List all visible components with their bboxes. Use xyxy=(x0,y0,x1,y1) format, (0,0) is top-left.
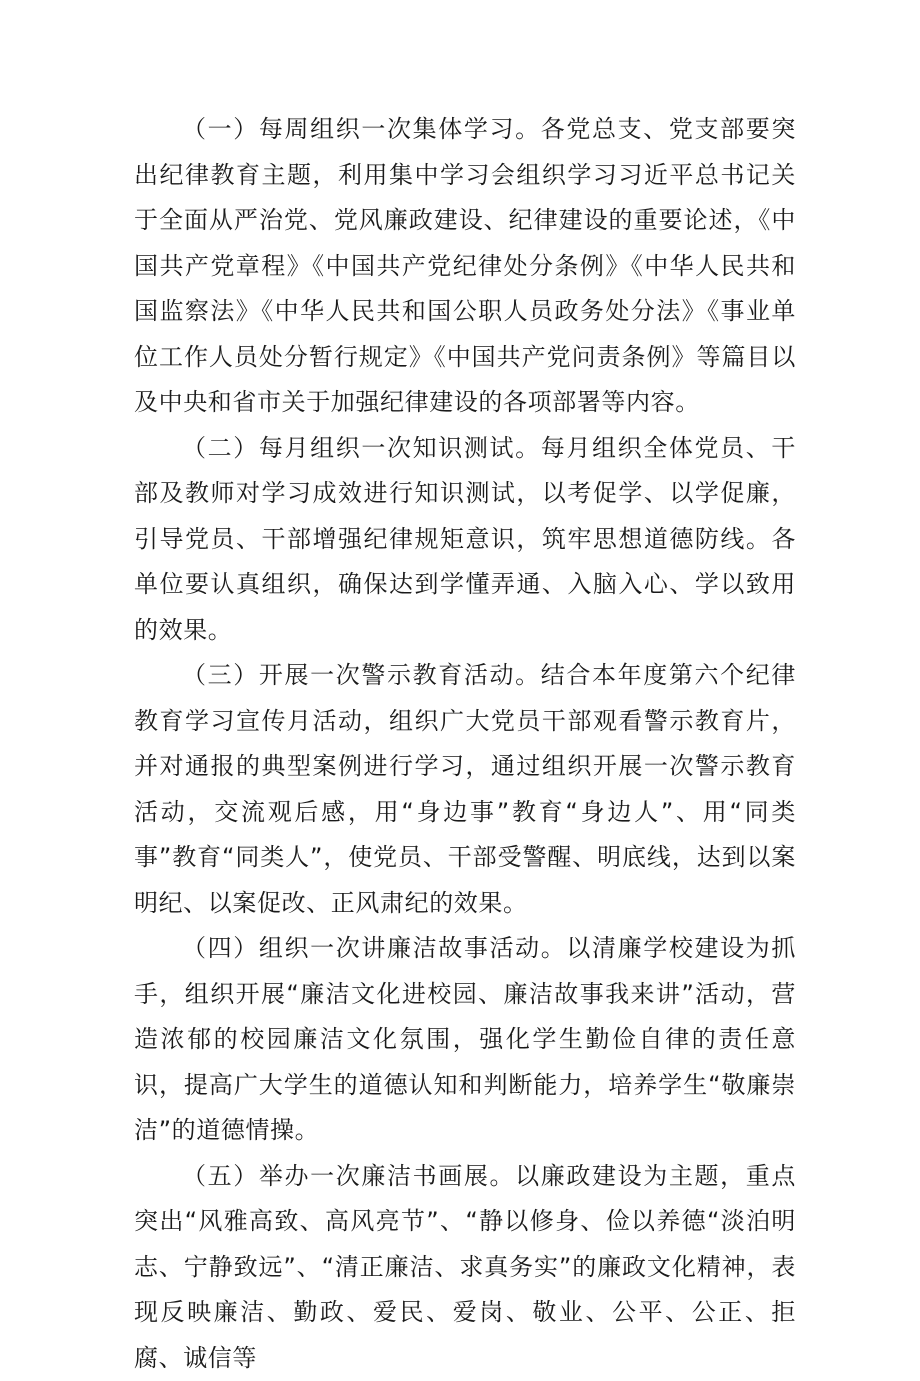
paragraph-weekly-study: （一）每周组织一次集体学习。各党总支、党支部要突出纪律教育主题，利用集中学习会组织学习习近平总书记关于全面从严治党、党风廉政建设、纪律建设的重要论述，《中国共产党章程》《中国共产党纪律处分条例》《中华人民共和国监察法》《中华人民共和国公职人员政务处分法》《事业单位工作人员处分暂行规定》《中国共产党问责条例》等篇目以及中央和省市关于加强纪律建设的各项部署等内容。 xyxy=(134,107,796,426)
paragraph-calligraphy-exhibition: （五）举办一次廉洁书画展。以廉政建设为主题，重点突出“风雅高致、高风亮节”、“静以修身、俭以养德“淡泊明志、宁静致远”、“清正廉洁、求真务实”的廉政文化精神，表现反映廉洁、勤政、爱民、爱岗、敬业、公平、公正、拒腐、诚信等 xyxy=(134,1154,796,1381)
document-body xyxy=(134,107,796,1381)
paragraph-warning-education: （三）开展一次警示教育活动。结合本年度第六个纪律教育学习宣传月活动，组织广大党员干部观看警示教育片，并对通报的典型案例进行学习，通过组织开展一次警示教育活动，交流观后感，用“身边事”教育“身边人”、用“同类事”教育“同类人”，使党员、干部受警醒、明底线，达到以案明纪、以案促改、正风肃纪的效果。 xyxy=(134,653,796,926)
paragraph-monthly-test: （二）每月组织一次知识测试。每月组织全体党员、干部及教师对学习成效进行知识测试，以考促学、以学促廉，引导党员、干部增强纪律规矩意识，筑牢思想道德防线。各单位要认真组织，确保达到学懂弄通、入脑入心、学以致用的效果。 xyxy=(134,426,796,654)
paragraph-integrity-stories: （四）组织一次讲廉洁故事活动。以清廉学校建设为抓手，组织开展“廉洁文化进校园、廉洁故事我来讲”活动，营造浓郁的校园廉洁文化氛围，强化学生勤俭自律的责任意识，提高广大学生的道德认知和判断能力，培养学生“敬廉崇洁”的道德情操。 xyxy=(134,926,796,1154)
